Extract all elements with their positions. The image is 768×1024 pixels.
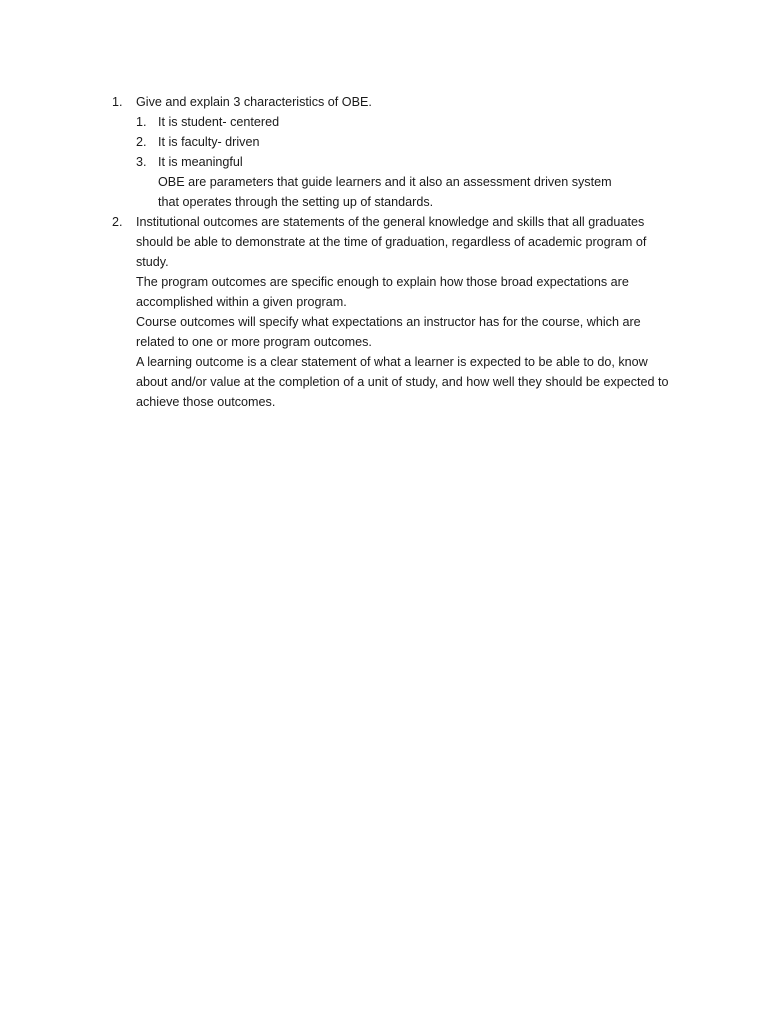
paragraph-institutional-outcomes: Institutional outcomes are statements of the general knowledge and skills that all graduates should be able to demonstrate at the time of graduation, regardless of academic program of study. — [136, 215, 647, 269]
paragraph-course-outcomes: Course outcomes will specify what expectations an instructor has for the course, which are related to one or more program outcomes. — [136, 315, 641, 349]
list-number: 2. — [112, 215, 123, 229]
sub-list-text: It is meaningful — [158, 155, 243, 169]
obe-note-paragraph: OBE are parameters that guide learners and it also an assessment driven system that operates through the setting up of standards. — [158, 175, 612, 209]
sub-list-number: 2. — [136, 135, 147, 149]
sub-list-item-2 — [136, 132, 682, 152]
sub-list-number: 3. — [136, 155, 147, 169]
sub-list-text: It is faculty- driven — [158, 135, 260, 149]
list-number: 1. — [112, 95, 123, 109]
paragraph-learning-outcome: A learning outcome is a clear statement of what a learner is expected to be able to do, know about and/or value at the completion of a unit of study, and how well they should be expected to achieve those outcomes. — [136, 355, 669, 409]
sub-list-number: 1. — [136, 115, 147, 129]
sub-list-item-1 — [136, 112, 682, 132]
question-text: Give and explain 3 characteristics of OBE. — [136, 95, 372, 109]
paragraph-program-outcomes: The program outcomes are specific enough to explain how those broad expectations are accomplished within a given program. — [136, 275, 629, 309]
document-body — [112, 92, 682, 412]
list-item-1 — [112, 92, 682, 212]
sub-list-item-3 — [136, 152, 682, 172]
sub-list-text: It is student- centered — [158, 115, 280, 129]
list-item-2 — [112, 212, 682, 412]
